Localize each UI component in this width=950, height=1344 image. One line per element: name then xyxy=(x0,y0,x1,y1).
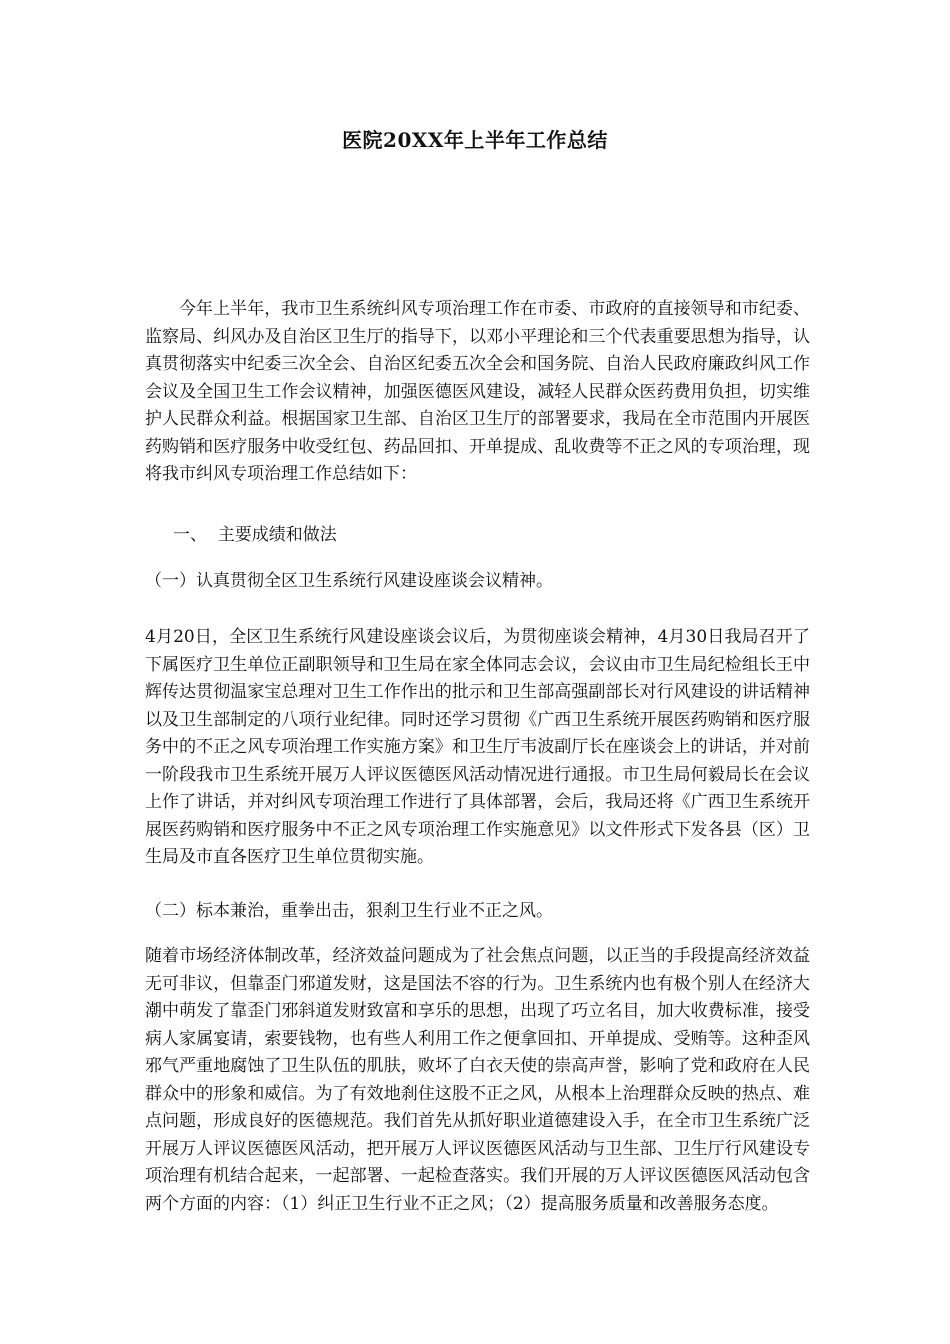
paragraph-1-text: 4月20日，全区卫生系统行风建设座谈会议后，为贯彻座谈会精神，4月30日我局召开了下属医疗卫生单位正副职领导和卫生局在家全体同志会议，会议由市卫生局纪检组长王中辉传达贯彻温家宝总理对卫生工作作出的批示和卫生部高强副部长对行风建设的讲话精神以及卫生部制定的八项行业纪律。同时还学习贯彻《广西卫生系统开展医药购销和医疗服务中的不正之风专项治理工作实施方案》和卫生厅韦波副厅长在座谈会上的讲话，并对前一阶段我市卫生系统开展万人评议医德医风活动情况进行通报。市卫生局何毅局长在会议上作了讲话，并对纠风专项治理工作进行了具体部署，会后，我局还将《广西卫生系统开展医药购销和医疗服务中不正之风专项治理工作实施意见》以文件形式下发各县（区）卫生局及市直各医疗卫生单位贯彻实施。 xyxy=(145,627,810,867)
section-heading-1: 一、 主要成绩和做法 xyxy=(173,525,337,545)
document-title: 医院20XX年上半年工作总结 xyxy=(342,128,608,152)
intro-paragraph xyxy=(145,296,810,489)
paragraph-1 xyxy=(145,624,810,872)
subsection-heading-1: （一）认真贯彻全区卫生系统行风建设座谈会议精神。 xyxy=(145,571,553,591)
intro-text: 今年上半年，我市卫生系统纠风专项治理工作在市委、市政府的直接领导和市纪委、监察局、纠风办及自治区卫生厅的指导下，以邓小平理论和三个代表重要思想为指导，认真贯彻落实中纪委三次全会、自治区纪委五次全会和国务院、自治人民政府廉政纠风工作会议及全国卫生工作会议精神，加强医德医风建设，减轻人民群众医药费用负担，切实维护人民群众利益。根据国家卫生部、自治区卫生厅的部署要求，我局在全市范围内开展医药购销和医疗服务中收受红包、药品回扣、开单提成、乱收费等不正之风的专项治理，现将我市纠风专项治理工作总结如下： xyxy=(145,299,810,484)
paragraph-2 xyxy=(145,943,810,1218)
paragraph-2-text: 随着市场经济体制改革，经济效益问题成为了社会焦点问题，以正当的手段提高经济效益无可非议，但靠歪门邪道发财，这是国法不容的行为。卫生系统内也有极个别人在经济大潮中萌发了靠歪门邪斜道发财致富和享乐的思想，出现了巧立名目，加大收费标准，接受病人家属宴请，索要钱物，也有些人利用工作之便拿回扣、开单提成、受贿等。这种歪风邪气严重地腐蚀了卫生队伍的肌肤，败坏了白衣天使的崇高声誉，影响了党和政府在人民群众中的形象和威信。为了有效地刹住这股不正之风，从根本上治理群众反映的热点、难点问题，形成良好的医德规范。我们首先从抓好职业道德建设入手，在全市卫生系统广泛开展万人评议医德医风活动，把开展万人评议医德医风活动与卫生部、卫生厅行风建设专项治理有机结合起来，一起部署、一起检查落实。我们开展的万人评议医德医风活动包含两个方面的内容：（1）纠正卫生行业不正之风；（2）提高服务质量和改善服务态度。 xyxy=(145,946,810,1214)
subsection-heading-2: （二）标本兼治，重拳出击，狠刹卫生行业不正之风。 xyxy=(145,901,553,921)
